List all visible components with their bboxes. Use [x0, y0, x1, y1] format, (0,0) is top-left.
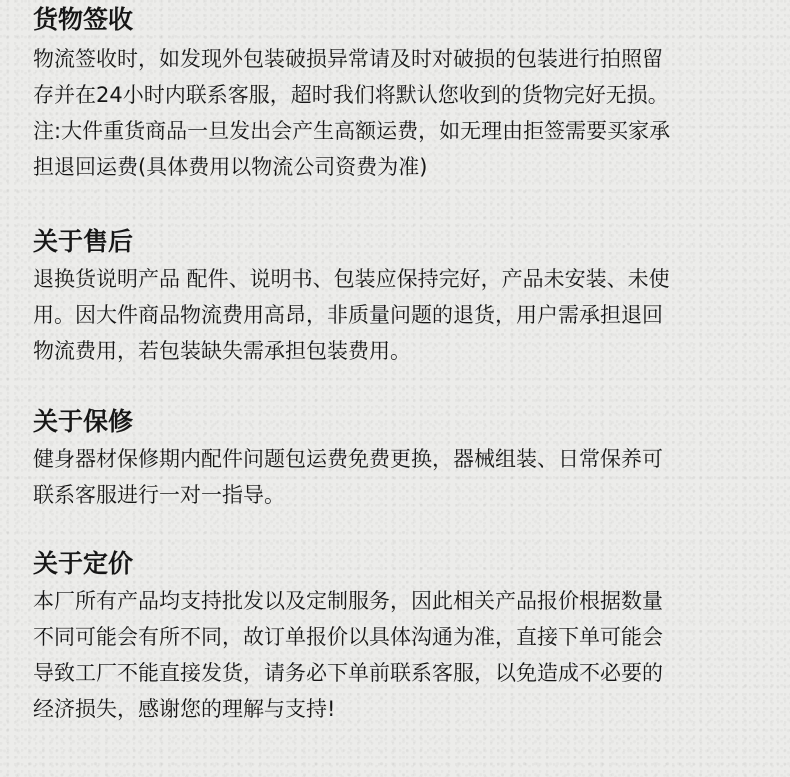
section-pricing	[33, 547, 763, 727]
section-warranty	[33, 405, 763, 513]
section-text-line: 存并在24小时内联系客服，超时我们将默认您收到的货物完好无损。	[33, 83, 669, 107]
section-text-line: 本厂所有产品均支持批发以及定制服务，因此相关产品报价根据数量	[33, 589, 663, 613]
section-text-line: 联系客服进行一对一指导。	[33, 483, 285, 507]
section-text-line: 不同可能会有所不同，故订单报价以具体沟通为准，直接下单可能会	[33, 625, 663, 649]
section-text-line: 经济损失，感谢您的理解与支持!	[33, 697, 336, 721]
section-text-line: 担退回运费(具体费用以物流公司资费为准)	[33, 155, 428, 179]
section-text-line: 健身器材保修期内配件问题包运费免费更换，器械组装、日常保养可	[33, 447, 663, 471]
section-after-sales	[33, 225, 763, 369]
section-text-line: 退换货说明产品 配件、说明书、包装应保持完好，产品未安装、未使	[33, 267, 670, 291]
section-delivery-receipt	[33, 3, 763, 185]
section-text-line: 导致工厂不能直接发货，请务必下单前联系客服，以免造成不必要的	[33, 661, 663, 685]
section-text-line: 用。因大件商品物流费用高昂，非质量问题的退货，用户需承担退回	[33, 303, 663, 327]
section-title: 关于售后	[33, 227, 134, 256]
section-title: 关于保修	[33, 407, 134, 436]
section-text-line: 注:大件重货商品一旦发出会产生高额运费，如无理由拒签需要买家承	[33, 119, 671, 143]
section-text-line: 物流费用，若包装缺失需承担包装费用。	[33, 339, 411, 363]
section-text-line: 物流签收时，如发现外包装破损异常请及时对破损的包装进行拍照留	[33, 47, 663, 71]
section-title: 货物签收	[33, 5, 134, 34]
section-title: 关于定价	[33, 549, 134, 578]
